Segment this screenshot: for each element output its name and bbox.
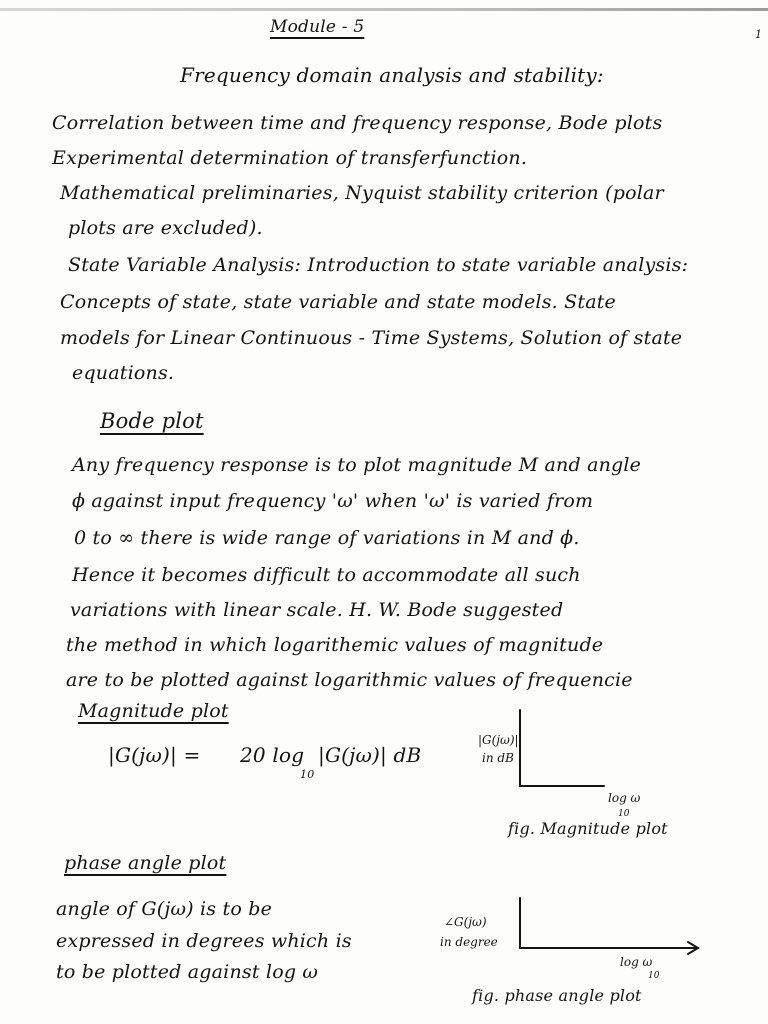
bode-line: variations with linear scale. H. W. Bode suggested (70, 599, 564, 621)
bode-line: 0 to ∞ there is wide range of variations in M and ϕ. (74, 527, 580, 549)
bode-heading: Bode plot (100, 409, 204, 433)
magnitude-formula-lhs: |G(jω)| = (108, 743, 201, 767)
bode-line: Any frequency response is to plot magnitude M and angle (72, 454, 642, 476)
magnitude-caption: fig. Magnitude plot (508, 819, 668, 838)
magnitude-formula-rhs: |G(jω)| dB (318, 743, 422, 767)
phase-y-label: ∠G(jω) (444, 915, 487, 929)
phase-line: angle of G(jω) is to be (56, 898, 273, 920)
phase-heading: phase angle plot (64, 852, 227, 874)
magnitude-x-label-subscript: 10 (618, 809, 630, 819)
module-title: Module - 5 (270, 17, 365, 37)
syllabus-line: Correlation between time and frequency response, Bode plots (52, 112, 663, 134)
magnitude-heading: Magnitude plot (78, 700, 229, 722)
phase-y-label-unit: in degree (440, 935, 498, 949)
bode-line: Hence it becomes difficult to accommodate all such (72, 564, 581, 586)
syllabus-line: models for Linear Continuous - Time Systems, Solution of state (60, 327, 683, 349)
phase-line: expressed in degrees which is (56, 930, 352, 952)
syllabus-line: Mathematical preliminaries, Nyquist stability criterion (polar (60, 182, 664, 204)
phase-x-label-subscript: 10 (648, 971, 660, 981)
syllabus-line: plots are excluded). (68, 217, 263, 239)
phase-line: to be plotted against log ω (56, 961, 319, 983)
magnitude-formula-subscript: 10 (300, 768, 315, 781)
page-top-edge (0, 8, 768, 11)
bode-line: the method in which logarithemic values of magnitude (66, 634, 604, 656)
bode-line: ϕ against input frequency 'ω' when 'ω' is varied from (72, 490, 594, 512)
phase-plot-axes (430, 896, 710, 996)
magnitude-formula-coeff: 20 log (240, 743, 305, 767)
syllabus-heading: Frequency domain analysis and stability: (180, 63, 604, 87)
phase-x-label: log ω (620, 955, 653, 969)
syllabus-line: Experimental determination of transferfunction. (52, 147, 528, 169)
bode-line: are to be plotted against logarithmic values of frequencie (66, 669, 633, 691)
syllabus-line: equations. (72, 362, 175, 384)
magnitude-y-label: |G(jω)| (478, 733, 519, 747)
page-number: 1 (755, 28, 763, 41)
syllabus-line: Concepts of state, state variable and state models. State (60, 291, 616, 313)
syllabus-line: State Variable Analysis: Introduction to state variable analysis: (68, 254, 689, 276)
phase-caption: fig. phase angle plot (472, 986, 642, 1005)
magnitude-y-label-unit: in dB (482, 751, 514, 765)
magnitude-x-label: log ω (608, 791, 641, 805)
